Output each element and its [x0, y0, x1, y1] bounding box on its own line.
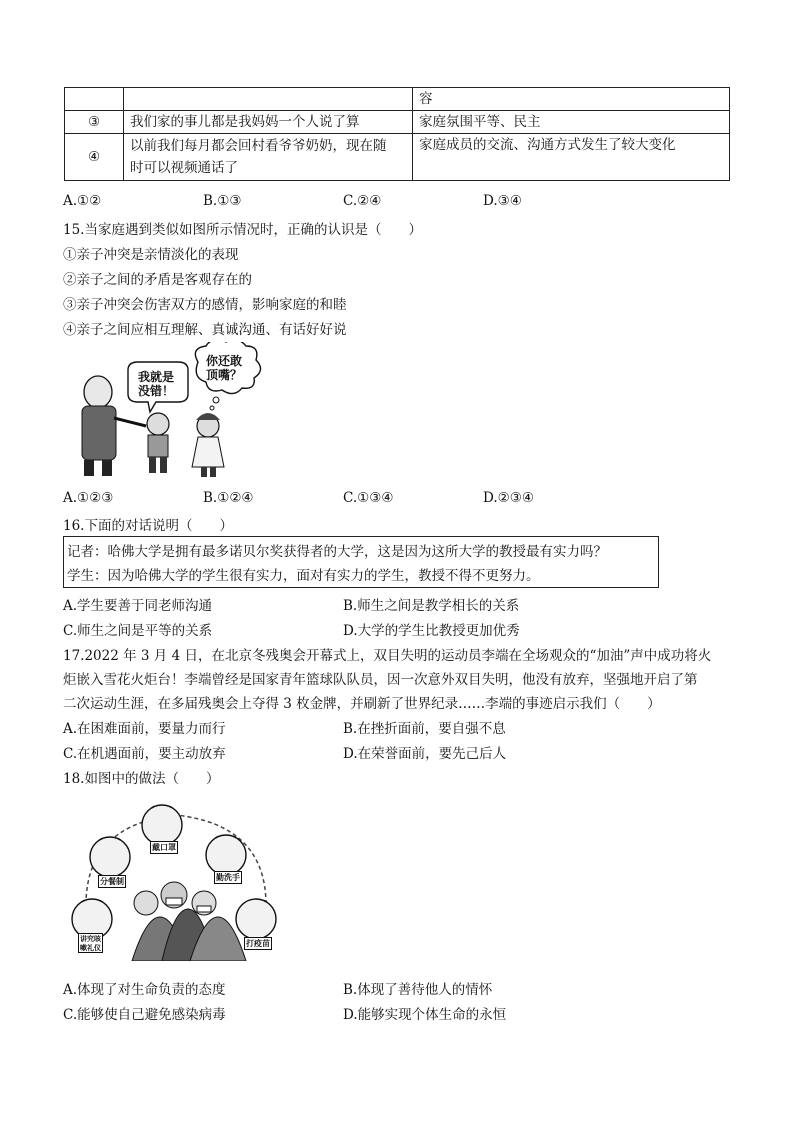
epidemic-prevention-illustration — [66, 795, 284, 961]
q17-stem-line3: 二次运动生涯，在多届残奥会上夺得 3 枚金牌，并刷新了世界纪录……李端的事迹启示我们（ ） — [63, 696, 661, 712]
table-cell-num: ③ — [65, 111, 124, 134]
q18-option-c[interactable]: C.能够使自己避免感染病毒 — [63, 1007, 226, 1023]
family-change-table — [64, 87, 730, 181]
bubble-line: 顶嘴？ — [206, 368, 243, 382]
q16-option-d[interactable]: D.大学的学生比教授更加优秀 — [343, 623, 520, 639]
q14-option-b[interactable]: B.①③ — [203, 193, 242, 209]
bubble-line: 没错！ — [138, 384, 175, 398]
q17-option-b[interactable]: B.在挫折面前，要自强不息 — [343, 721, 506, 737]
q15-option-d[interactable]: D.②③④ — [483, 490, 534, 506]
q15-item-3: ③亲子冲突会伤害双方的感情，影响家庭的和睦 — [63, 297, 347, 313]
q17-option-c[interactable]: C.在机遇面前，要主动放弃 — [63, 746, 226, 762]
q17-option-d[interactable]: D.在荣誉面前，要先己后人 — [343, 746, 507, 762]
table-row — [65, 111, 730, 134]
table-cell-content: 我们家的事儿都是我妈妈一个人说了算 — [124, 111, 413, 134]
q18-option-d[interactable]: D.能够实现个体生命的永恒 — [343, 1007, 507, 1023]
q16-stem: 16.下面的对话说明（ ） — [63, 518, 233, 534]
q16-option-b[interactable]: B.师生之间是教学相长的关系 — [343, 598, 520, 614]
q18-option-b[interactable]: B.体现了善待他人的情怀 — [343, 982, 493, 998]
q15-item-2: ②亲子之间的矛盾是客观存在的 — [63, 272, 252, 288]
bubble-line: 我就是 — [138, 370, 175, 384]
q14-option-a[interactable]: A.①② — [63, 193, 102, 209]
q16-option-a[interactable]: A.学生要善于同老师沟通 — [63, 598, 213, 614]
child-bubble-text — [138, 370, 174, 398]
q14-option-c[interactable]: C.②④ — [343, 193, 382, 209]
q14-option-d[interactable]: D.③④ — [483, 193, 522, 209]
table-cell-line: 时可以视频通话了 — [130, 160, 238, 176]
table-cell-line: 以前我们每月都会回村看爷爷奶奶，现在随 — [130, 138, 387, 154]
label-separate-meals: 分餐制 — [100, 876, 124, 886]
table-cell-content — [124, 134, 413, 181]
q15-option-c[interactable]: C.①③④ — [343, 490, 394, 506]
label-cough-etiquette — [78, 933, 103, 953]
bubble-line: 你还敢 — [206, 354, 243, 368]
table-cell-num: ④ — [65, 134, 124, 181]
q16-dialog-box — [63, 536, 659, 588]
q15-stem: 15.当家庭遇到类似如图所示情况时，正确的认识是（ ） — [63, 222, 422, 238]
label-line: 讲究咳 — [80, 934, 101, 943]
q18-option-a[interactable]: A.体现了对生命负责的态度 — [63, 982, 226, 998]
q16-dialog-student: 学生：因为哈佛大学的学生很有实力，面对有实力的学生，教授不得不更努力。 — [67, 568, 540, 584]
mother-bubble-text — [206, 354, 242, 382]
table-cell-note: 家庭氛围平等、民主 — [413, 111, 730, 134]
q17-option-a[interactable]: A.在困难面前，要量力而行 — [63, 721, 226, 737]
q16-option-c[interactable]: C.师生之间是平等的关系 — [63, 623, 213, 639]
label-line: 嗽礼仪 — [80, 943, 101, 952]
label-wash-hands: 勤洗手 — [216, 872, 240, 882]
q15-option-b[interactable]: B.①②④ — [203, 490, 254, 506]
table-cell-content — [124, 88, 413, 111]
table-cell-num — [65, 88, 124, 111]
table-cell-note: 容 — [413, 88, 730, 111]
parent-child-conflict-cartoon — [68, 342, 268, 482]
table-row — [65, 88, 730, 111]
q15-item-4: ④亲子之间应相互理解、真诚沟通、有话好好说 — [63, 322, 347, 338]
table-row — [65, 134, 730, 181]
q15-item-1: ①亲子冲突是亲情淡化的表现 — [63, 247, 239, 263]
q16-dialog-reporter: 记者：哈佛大学是拥有最多诺贝尔奖获得者的大学，这是因为这所大学的教授最有实力吗？ — [67, 544, 607, 560]
q17-stem-line1: 17.2022 年 3 月 4 日，在北京冬残奥会开幕式上，双目失明的运动员李端在全场观众的“加油”声中成功将火 — [63, 648, 712, 664]
label-mask: 戴口罩 — [152, 842, 176, 852]
q18-stem: 18.如图中的做法（ ） — [63, 771, 220, 787]
label-vaccine: 打疫苗 — [246, 938, 270, 948]
q17-stem-line2: 炬嵌入雪花火炬台！李端曾经是国家青年篮球队队员，因一次意外双目失明，他没有放弃，坚强地开启了第 — [63, 672, 698, 688]
table-cell-note: 家庭成员的交流、沟通方式发生了较大变化 — [413, 134, 730, 181]
q15-option-a[interactable]: A.①②③ — [63, 490, 114, 506]
